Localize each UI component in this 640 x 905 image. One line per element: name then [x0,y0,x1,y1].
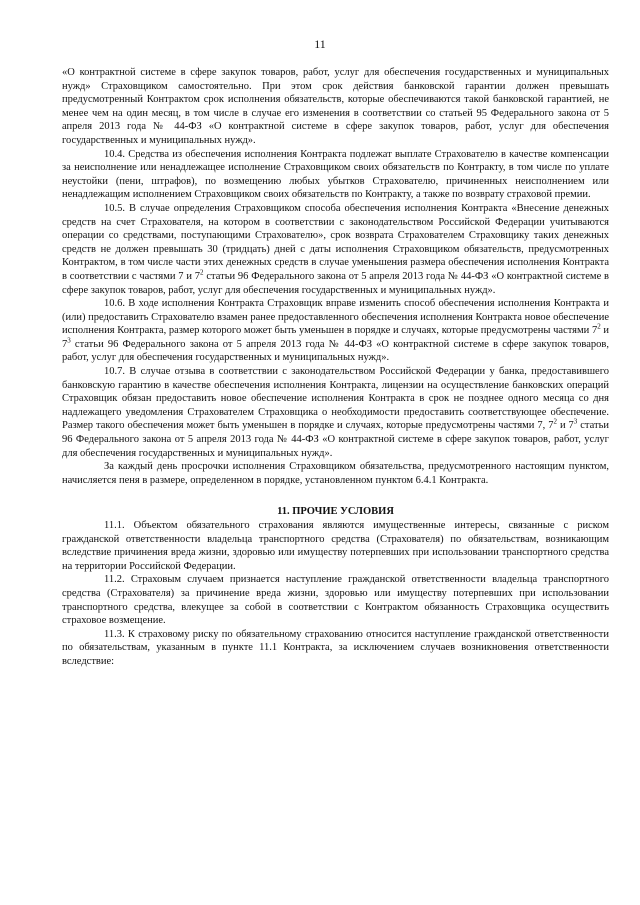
paragraph-penalty: За каждый день просрочки исполнения Страховщиком обязательства, предусмотренного настоящим пунктом, начисляется пеня в размере, определенном в порядке, установленном пунктом 6.4.1 Контракта. [62,461,609,486]
superscript: 3 [573,417,578,426]
superscript: 2 [597,322,601,331]
paragraph-11-2: 11.2. Страховым случаем признается наступление гражданской ответственности владельца транспортного средства (Страхователя) за причинение вреда жизни, здоровью или имуществу потерпевших при использовании транспортного средства, влекущее за собой в соответствии с Контрактом обязанность Страховщика осуществить страховое возмещение. [62,574,609,627]
superscript: 2 [553,417,557,426]
section-heading: 11. ПРОЧИЕ УСЛОВИЯ [277,506,394,518]
paragraph-10-5-text-a: 10.5. В случае определения Страховщиком способа обеспечения исполнения Контракта «Внесение денежных средств на счет Страхователя, на котором в соответствии с законодательством Российской Федерации учитываются операции со средствами, поступающими Страхователю», срок возврата Страхователем Страховщику таких денежных средств не должен превышать 30 (тридцать) дней с даты исполнения Страховщиком обязательств, предусмотренных Контрактом, в том числе части этих денежных средств в случае уменьшения размера обеспечения исполнения Контракта в соответствии с частями 7 и 7 [62,202,609,282]
superscript: 3 [67,336,71,345]
paragraph-10-7 [62,365,609,460]
paragraph-10-7-text-b: статьи 96 Федерального закона от 5 апреля 2013 года № 44-ФЗ «О контрактной системе в сфере закупок товаров, работ, услуг для обеспечения государственных и муниципальных нужд». [62,420,610,459]
superscript: 2 [200,268,204,277]
paragraph-10-7-text-mid: и 7 [556,420,574,432]
paragraph-11-1: 11.1. Объектом обязательного страхования являются имущественные интересы, связанные с риском гражданской ответственности владельца транспортного средства (Страхователя) по обязательствам, возникающим вследствие причинения вреда жизни, здоровью или имуществу потерпевших при использовании транспортного средства на территории Российской Федерации. [62,520,609,572]
paragraph-10-5-text-b: статьи 96 Федерального закона от 5 апреля 2013 года № 44-ФЗ «О контрактной системе в сфере закупок товаров, работ, услуг для обеспечения государственных и муниципальных нужд». [62,270,609,296]
paragraph-11-3: 11.3. К страховому риску по обязательному страхованию относится наступление гражданской ответственности по обязательствам, указанным в пункте 11.1 Контракта, за исключением случаев возникновения ответственности вследствие: [62,628,609,667]
paragraph-10-5 [62,202,609,297]
paragraph-10-6-text-b: статьи 96 Федерального закона от 5 апреля 2013 года № 44-ФЗ «О контрактной системе в сфере закупок товаров, работ, услуг для обеспечения государственных и муниципальных нужд». [62,338,609,364]
page-number: 11 [314,37,326,51]
paragraph-10-7-text-a: 10.7. В случае отзыва в соответствии с законодательством Российской Федерации у банка, предоставившего банковскую гарантию в качестве обеспечения исполнения Контракта, лицензии на осуществление банковских операций Страховщик обязан предоставить новое обеспечение исполнения Контракта в срок не позднее одного месяца со дня надлежащего уведомления Страхователем Страховщика о необходимости предоставить соответствующее обеспечение. Размер такого обеспечения может быть уменьшен в порядке и случаях, которые предусмотрены частями 7, 7 [62,366,609,432]
paragraph-10-6-text-a: 10.6. В ходе исполнения Контракта Страховщик вправе изменить способ обеспечения исполнения Контракта и (или) предоставить Страхователю взамен ранее предоставленного обеспечения исполнения Контракта новое обеспечение исполнения Контракта, размер которого может быть уменьшен в порядке и случаях, которые предусмотрены частями 7 [62,298,609,337]
paragraph-10-6 [62,297,609,365]
document-body [62,66,609,669]
paragraph-continuation: «О контрактной системе в сфере закупок товаров, работ, услуг для обеспечения государственных и муниципальных нужд» Страховщиком самостоятельно. При этом срок действия банковской гарантии должен превышать предусмотренный Контрактом срок исполнения обязательств, которые обеспечиваются такой банковской гарантией, не менее чем на один месяц, в том числе в случае его изменения в соответствии со статьей 95 Федерального закона от 5 апреля 2013 года № 44-ФЗ «О контрактной системе в сфере закупок товаров, работ, услуг для обеспечения государственных и муниципальных нужд». [62,67,609,146]
paragraph-10-6-text-mid: и 7 [62,325,609,350]
paragraph-10-4: 10.4. Средства из обеспечения исполнения Контракта подлежат выплате Страхователю в качестве компенсации за неисполнение или ненадлежащее исполнение Страховщиком своих обязательств по Контракту, в том числе по уплате неустойки (пени, штрафов), по возмещению любых убытков Страхователю, причиненных неисполнением или ненадлежащим исполнением Страховщиком своих обязательств по Контракту, а также по возврату страховой премии. [62,148,609,201]
